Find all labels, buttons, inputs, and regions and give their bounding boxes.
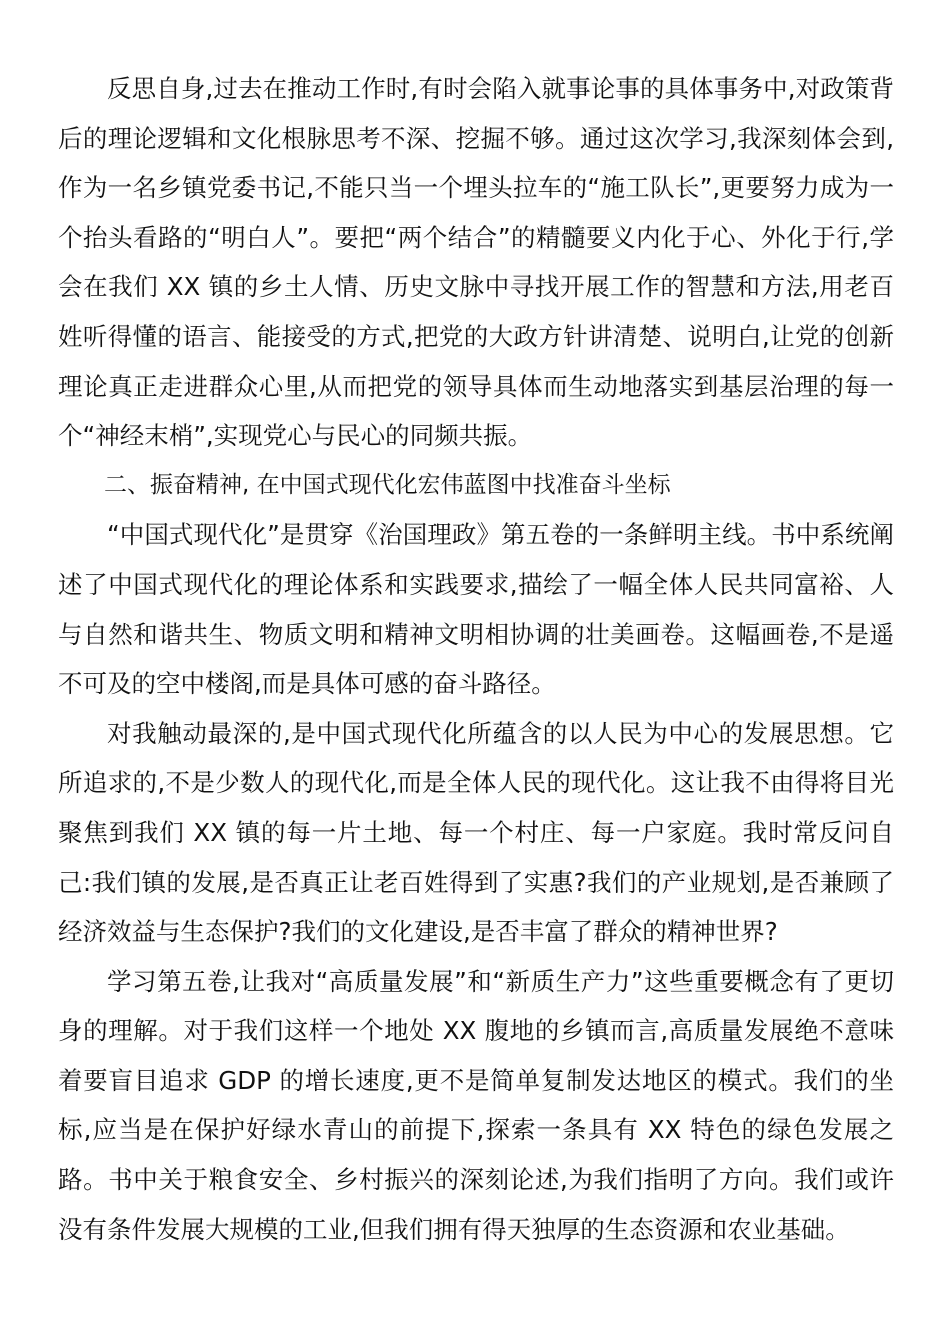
- paragraph-people-centered: 对我触动最深的,是中国式现代化所蕴含的以人民为中心的发展思想。它所追求的,不是少数人的现代化,而是全体人民的现代化。这让我不由得将目光聚焦到我们 XX 镇的每一片土地、每一个村庄、每一户家庭。我时常反问自己:我们镇的发展,是否真正让老百姓得到了实惠?我们的产业规划,是否兼顾了经济效益与生态保护?我们的文化建设,是否丰富了群众的精神世界?: [58, 718, 894, 947]
- document-body: [58, 64, 894, 1254]
- paragraph-reflection: 反思自身,过去在推动工作时,有时会陷入就事论事的具体事务中,对政策背后的理论逻辑和文化根脉思考不深、挖掘不够。通过这次学习,我深刻体会到,作为一名乡镇党委书记,不能只当一个埋头拉车的“施工队长”,更要努力成为一个抬头看路的“明白人”。要把“两个结合”的精髓要义内化于心、外化于行,学会在我们 XX 镇的乡土人情、历史文脉中寻找开展工作的智慧和方法,用老百姓听得懂的语言、能接受的方式,把党的大政方针讲清楚、说明白,让党的创新理论真正走进群众心里,从而把党的领导具体而生动地落实到基层治理的每一个“神经末梢”,实现党心与民心的同频共振。: [58, 74, 894, 451]
- section-heading-two: 二、振奋精神, 在中国式现代化宏伟蓝图中找准奋斗坐标: [104, 471, 671, 498]
- paragraph-high-quality-development: 学习第五卷,让我对“高质量发展”和“新质生产力”这些重要概念有了更切身的理解。对于我们这样一个地处 XX 腹地的乡镇而言,高质量发展绝不意味着要盲目追求 GDP 的增长速度,更不是简单复制发达地区的模式。我们的坐标,应当是在保护好绿水青山的前提下,探索一条具有 XX 特色的绿色发展之路。书中关于粮食安全、乡村振兴的深刻论述,为我们指明了方向。我们或许没有条件发展大规模的工业,但我们拥有得天独厚的生态资源和农业基础。: [58, 966, 894, 1244]
- paragraph-modernization-mainline: “中国式现代化”是贯穿《治国理政》第五卷的一条鲜明主线。书中系统阐述了中国式现代化的理论体系和实践要求,描绘了一幅全体人民共同富裕、人与自然和谐共生、物质文明和精神文明相协调的壮美画卷。这幅画卷,不是遥不可及的空中楼阁,而是具体可感的奋斗路径。: [58, 520, 894, 699]
